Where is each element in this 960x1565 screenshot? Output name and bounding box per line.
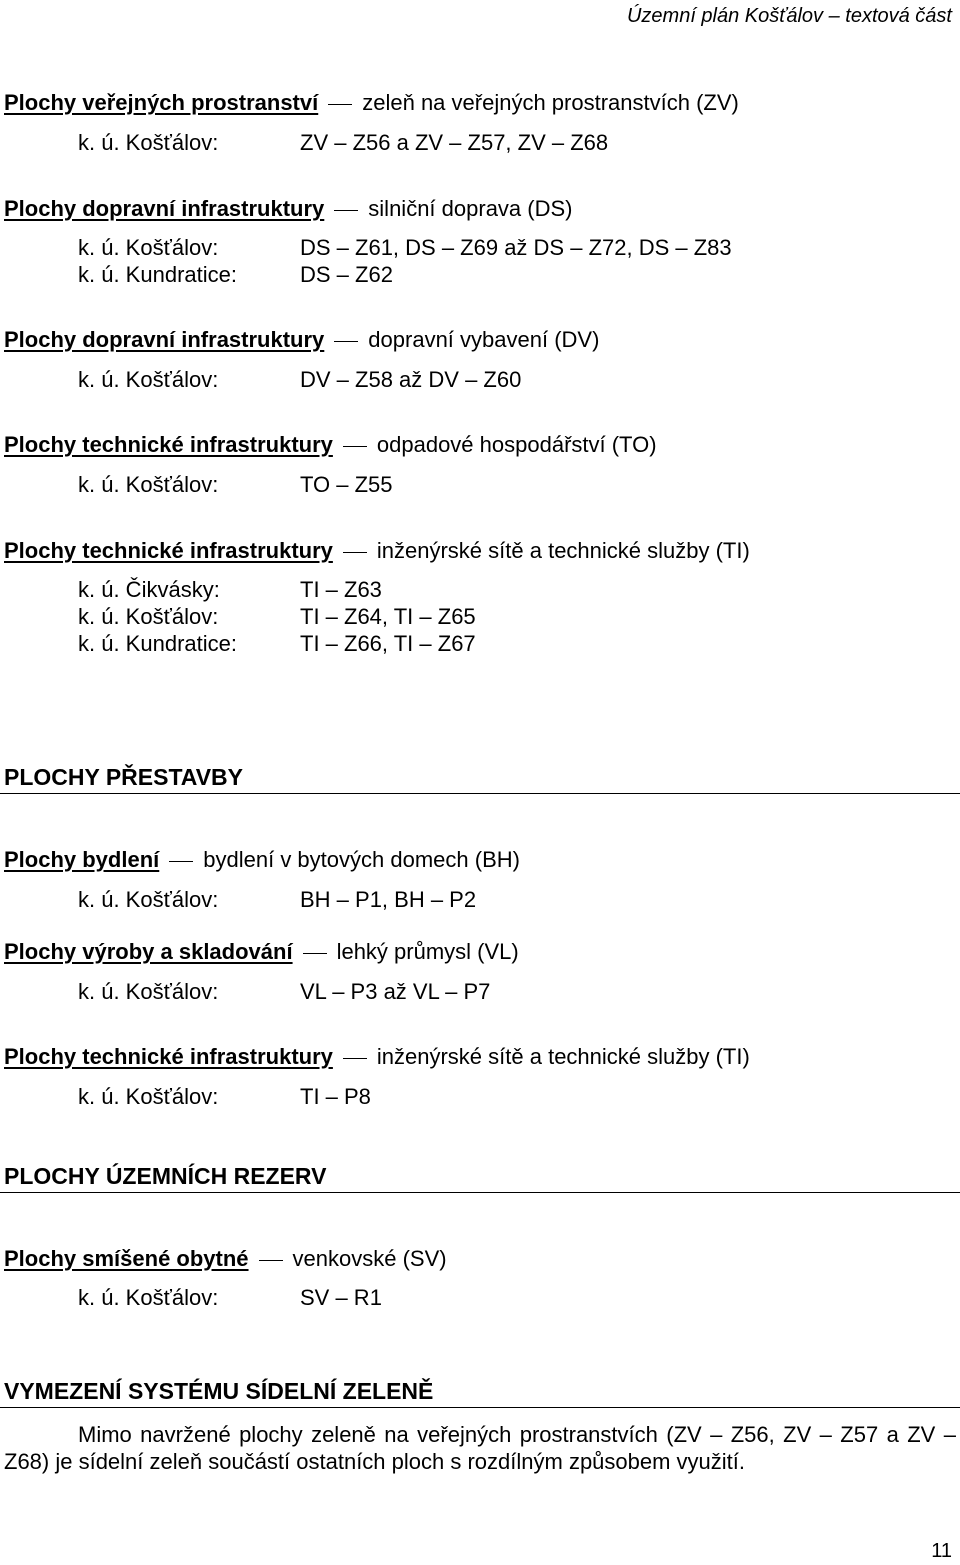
location-label: k. ú. Košťálov: (78, 472, 219, 497)
dash (328, 104, 352, 105)
category-heading (4, 1248, 447, 1270)
section-heading-prestavby: PLOCHY PŘESTAVBY (4, 764, 243, 790)
subtype-label: inženýrské sítě a technické služby (TI) (376, 1044, 750, 1069)
category-heading (4, 941, 519, 963)
location-label: k. ú. Kundratice: (78, 631, 237, 656)
subtype-label: inženýrské sítě a technické služby (TI) (376, 538, 750, 563)
area-codes: TI – Z63 (300, 577, 382, 602)
category-label: Plochy smíšené obytné (4, 1246, 249, 1271)
dash (334, 341, 358, 342)
category-label: Plochy veřejných prostranství (4, 90, 319, 115)
area-codes: TO – Z55 (300, 472, 393, 497)
location-label: k. ú. Košťálov: (78, 1084, 219, 1109)
subtype-label: venkovské (SV) (292, 1246, 447, 1271)
area-codes: BH – P1, BH – P2 (300, 887, 477, 912)
category-label: Plochy bydlení (4, 847, 160, 872)
dash (343, 1058, 367, 1059)
category-heading (4, 1046, 750, 1068)
category-label: Plochy výroby a skladování (4, 939, 293, 964)
category-heading (4, 434, 657, 456)
location-label: k. ú. Košťálov: (78, 887, 219, 912)
dash (303, 953, 327, 954)
section-heading-rezervy: PLOCHY ÚZEMNÍCH REZERV (4, 1163, 327, 1189)
dash (343, 446, 367, 447)
category-label: Plochy technické infrastruktury (4, 538, 333, 563)
subtype-label: zeleň na veřejných prostranstvích (ZV) (362, 90, 739, 115)
area-codes: TI – P8 (300, 1084, 371, 1109)
area-codes: TI – Z64, TI – Z65 (300, 604, 476, 629)
paragraph-text: Mimo navržené plochy zeleně na veřejných prostranstvích (ZV – Z56, ZV – Z57 a ZV – Z68) je sídelní zeleň součástí ostatních ploch s rozdílným způsobem využití. (4, 1422, 956, 1474)
category-heading (4, 198, 572, 220)
area-codes: DS – Z61, DS – Z69 až DS – Z72, DS – Z83 (300, 235, 732, 260)
category-label: Plochy technické infrastruktury (4, 432, 333, 457)
location-label: k. ú. Košťálov: (78, 1285, 219, 1310)
subtype-label: silniční doprava (DS) (368, 196, 573, 221)
location-label: k. ú. Košťálov: (78, 367, 219, 392)
subtype-label: bydlení v bytových domech (BH) (203, 847, 520, 872)
category-heading (4, 329, 599, 351)
dash (343, 552, 367, 553)
area-codes: ZV – Z56 a ZV – Z57, ZV – Z68 (300, 130, 609, 155)
subtype-label: lehký průmysl (VL) (336, 939, 519, 964)
location-label: k. ú. Čikvásky: (78, 577, 220, 602)
category-heading (4, 540, 750, 562)
dash (169, 861, 193, 862)
page-number: 11 (931, 1540, 952, 1562)
area-codes: SV – R1 (300, 1285, 382, 1310)
section-heading-zelen: VYMEZENÍ SYSTÉMU SÍDELNÍ ZELENĚ (4, 1378, 434, 1404)
subtype-label: odpadové hospodářství (TO) (376, 432, 657, 457)
area-codes: DV – Z58 až DV – Z60 (300, 367, 522, 392)
category-label: Plochy technické infrastruktury (4, 1044, 333, 1069)
location-label: k. ú. Košťálov: (78, 604, 219, 629)
location-label: k. ú. Košťálov: (78, 979, 219, 1004)
category-label: Plochy dopravní infrastruktury (4, 196, 325, 221)
area-codes: VL – P3 až VL – P7 (300, 979, 491, 1004)
dash (334, 210, 358, 211)
category-heading (4, 849, 520, 871)
area-codes: TI – Z66, TI – Z67 (300, 631, 476, 656)
subtype-label: dopravní vybavení (DV) (368, 327, 600, 352)
section-rule (0, 1192, 960, 1193)
category-label: Plochy dopravní infrastruktury (4, 327, 325, 352)
dash (259, 1260, 283, 1261)
section-rule (0, 793, 960, 794)
location-label: k. ú. Kundratice: (78, 262, 237, 287)
body-paragraph (4, 1421, 956, 1475)
section-rule (0, 1407, 960, 1408)
location-label: k. ú. Košťálov: (78, 235, 219, 260)
location-label: k. ú. Košťálov: (78, 130, 219, 155)
category-heading (4, 92, 739, 114)
document-header: Územní plán Košťálov – textová část (626, 5, 952, 27)
area-codes: DS – Z62 (300, 262, 393, 287)
